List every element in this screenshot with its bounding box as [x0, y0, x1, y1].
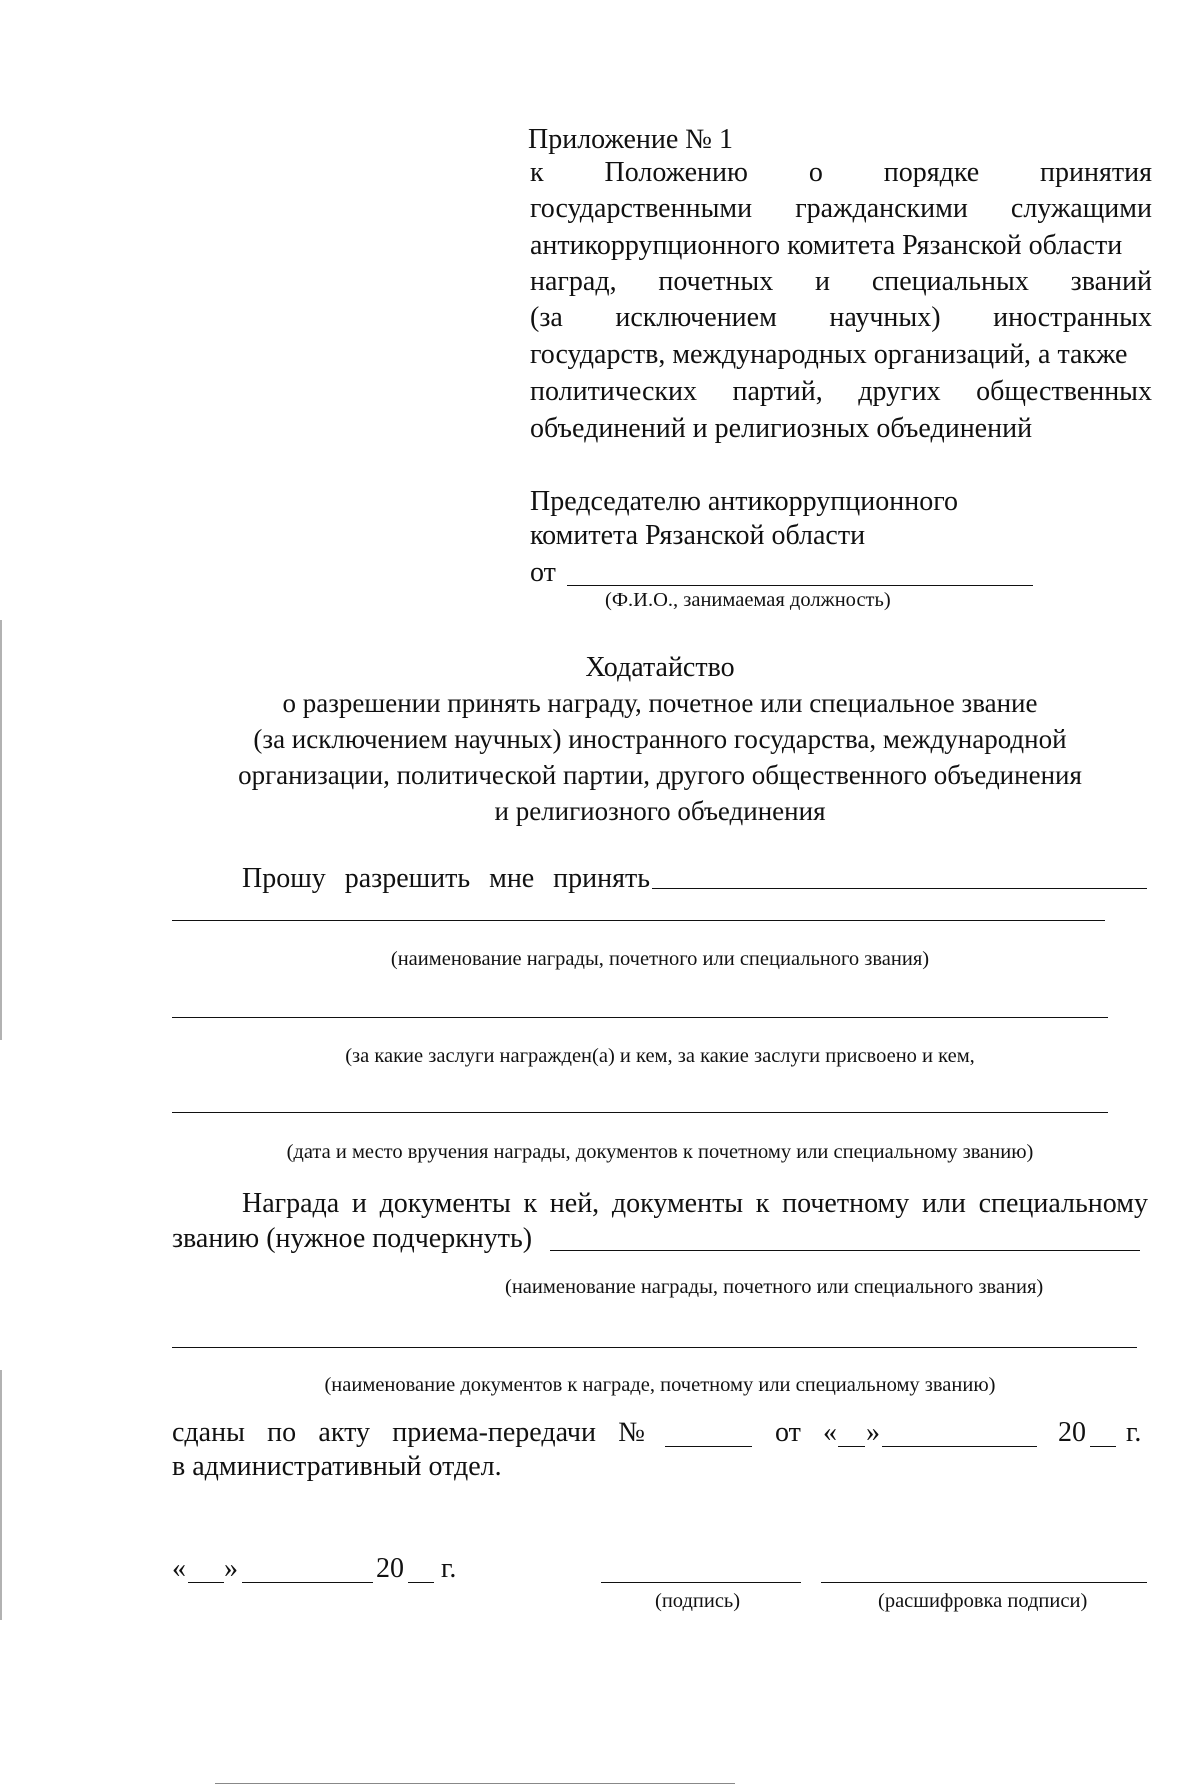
- appendix-line-6: государств, международных организаций, а также: [530, 339, 1128, 370]
- signature-quote-close: »: [224, 1553, 238, 1584]
- documents-award-field[interactable]: [550, 1250, 1140, 1251]
- caption-date-place: (дата и место вручения награды, документов к почетному или специальному званию): [286, 1141, 1034, 1163]
- appendix-line-3: антикоррупционного комитета Рязанской области: [530, 230, 1123, 261]
- signature-year-field[interactable]: [408, 1582, 434, 1583]
- handover-quote-close: »: [866, 1417, 880, 1448]
- signature-day-field[interactable]: [188, 1582, 224, 1583]
- signature-quote-open: «: [172, 1553, 186, 1584]
- handover-quote-open: «: [823, 1417, 837, 1448]
- date-place-field-line[interactable]: [172, 1112, 1108, 1113]
- appendix-line-8: объединений и религиозных объединений: [530, 413, 1033, 444]
- from-label: от: [530, 557, 556, 588]
- caption-documents: (наименование документов к награде, почетному или специальному званию): [324, 1374, 996, 1396]
- merits-field-line[interactable]: [172, 1017, 1108, 1018]
- documents-line-2: званию (нужное подчеркнуть): [172, 1223, 533, 1254]
- caption-award-name: (наименование награды, почетного или специального звания): [390, 948, 930, 970]
- appendix-line-1: к Положению о порядке принятия: [530, 157, 1152, 188]
- petition-subtitle-line-4: и религиозного объединения: [494, 796, 826, 826]
- appendix-line-7: политических партий, других общественных: [530, 376, 1152, 407]
- handover-month-field[interactable]: [882, 1446, 1037, 1447]
- appendix-line-4: наград, почетных и специальных званий: [530, 266, 1152, 297]
- documents-name-field[interactable]: [172, 1347, 1137, 1348]
- signature-year-suffix: г.: [441, 1553, 457, 1584]
- from-name-field[interactable]: [567, 585, 1033, 586]
- handover-year-field[interactable]: [1090, 1446, 1116, 1447]
- signature-field[interactable]: [601, 1582, 801, 1583]
- addressee-line-1: Председателю антикоррупционного: [530, 486, 959, 517]
- appendix-line-2: государственными гражданскими служащими: [530, 193, 1152, 224]
- signature-month-field[interactable]: [242, 1582, 373, 1583]
- handover-from: от: [775, 1417, 801, 1448]
- documents-line-1: Награда и документы к ней, документы к почетному или специальному: [242, 1188, 1148, 1219]
- appendix-title: Приложение № 1: [528, 124, 733, 155]
- scan-bottom-line: [215, 1783, 735, 1784]
- handover-line-2: в административный отдел.: [172, 1451, 502, 1482]
- scan-edge-mark: [0, 1370, 2, 1620]
- handover-year: 20: [1058, 1417, 1086, 1448]
- caption-merits: (за какие заслуги награжден(а) и кем, за какие заслуги присвоено и кем,: [345, 1045, 975, 1067]
- caption-award-name-2: (наименование награды, почетного или специального звания): [505, 1276, 1044, 1298]
- signature-year: 20: [376, 1553, 404, 1584]
- handover-day-field[interactable]: [838, 1446, 865, 1447]
- petition-subtitle-line-2: (за исключением научных) иностранного государства, международной: [253, 724, 1067, 754]
- signature-decoding-field[interactable]: [821, 1582, 1147, 1583]
- petition-subtitle-line-3: организации, политической партии, другого общественного объединения: [238, 760, 1082, 790]
- from-caption: (Ф.И.О., занимаемая должность): [605, 589, 891, 611]
- petition-title: Ходатайство: [585, 652, 735, 683]
- act-number-field[interactable]: [665, 1446, 752, 1447]
- petition-subtitle-line-1: о разрешении принять награду, почетное или специальное звание: [282, 688, 1038, 718]
- appendix-line-5: (за исключением научных) иностранных: [530, 302, 1152, 333]
- caption-signature: (подпись): [655, 1590, 741, 1612]
- addressee-line-2: комитета Рязанской области: [530, 520, 866, 551]
- handover-year-suffix: г.: [1126, 1417, 1142, 1448]
- caption-decoding: (расшифровка подписи): [878, 1590, 1088, 1612]
- award-field-line-2[interactable]: [172, 920, 1105, 921]
- handover-text: сданы по акту приема-передачи №: [172, 1417, 645, 1448]
- award-field-line-1[interactable]: [652, 888, 1147, 889]
- request-text: Прошу разрешить мне принять: [242, 863, 650, 894]
